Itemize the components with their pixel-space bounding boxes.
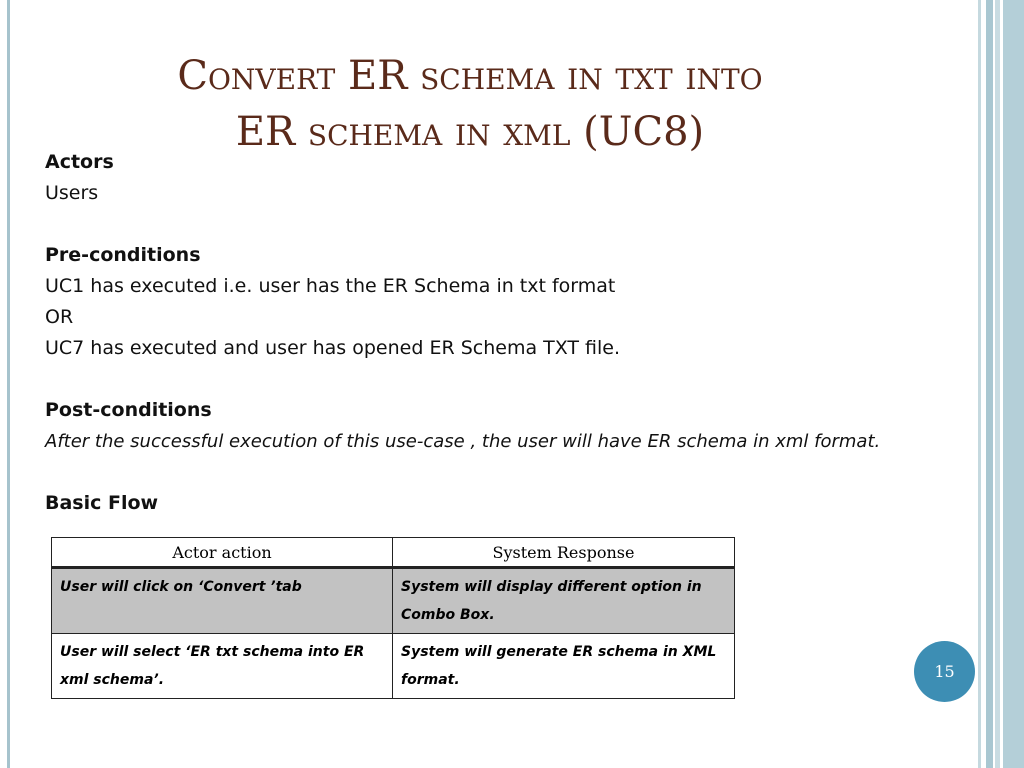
table-row bbox=[52, 568, 735, 634]
basic-flow-heading: Basic Flow bbox=[45, 492, 159, 514]
left-border-rule bbox=[7, 0, 10, 768]
slide-title bbox=[80, 48, 860, 160]
header-system-response: System Response bbox=[393, 538, 735, 568]
actors-text: Users bbox=[45, 182, 99, 204]
header-actor-action: Actor action bbox=[52, 538, 393, 568]
postconditions-text: After the successful execution of this use-case , the user will have ER schema in xml format. bbox=[45, 431, 881, 452]
preconditions-line-2: OR bbox=[45, 306, 74, 328]
preconditions-line-3: UC7 has executed and user has opened ER Schema TXT file. bbox=[45, 337, 621, 359]
actors-heading: Actors bbox=[45, 151, 114, 173]
spacer bbox=[45, 364, 985, 395]
decor-bar bbox=[986, 0, 993, 768]
page-number: 15 bbox=[934, 662, 955, 681]
table-cell: System will generate ER schema in XML format. bbox=[393, 634, 735, 699]
table-row bbox=[52, 634, 735, 699]
decor-bar bbox=[1003, 0, 1024, 768]
spacer bbox=[45, 457, 985, 488]
table-cell: System will display different option in Combo Box. bbox=[393, 568, 735, 634]
slide-title-line-1: Convert ER schema in txt into bbox=[177, 53, 763, 99]
page-number-badge bbox=[914, 641, 975, 702]
preconditions-heading: Pre-conditions bbox=[45, 244, 201, 266]
slide-title-line-2: ER schema in xml (UC8) bbox=[235, 109, 705, 155]
slide-body bbox=[45, 147, 985, 519]
table-cell: User will select ‘ER txt schema into ER xml schema’. bbox=[52, 634, 393, 699]
preconditions-line-1: UC1 has executed i.e. user has the ER Schema in txt format bbox=[45, 275, 616, 297]
table-header-row bbox=[52, 538, 735, 568]
basic-flow-table bbox=[51, 537, 735, 699]
spacer bbox=[45, 209, 985, 240]
table-cell: User will click on ‘Convert ’tab bbox=[52, 568, 393, 634]
decor-bar bbox=[995, 0, 1000, 768]
postconditions-heading: Post-conditions bbox=[45, 399, 212, 421]
